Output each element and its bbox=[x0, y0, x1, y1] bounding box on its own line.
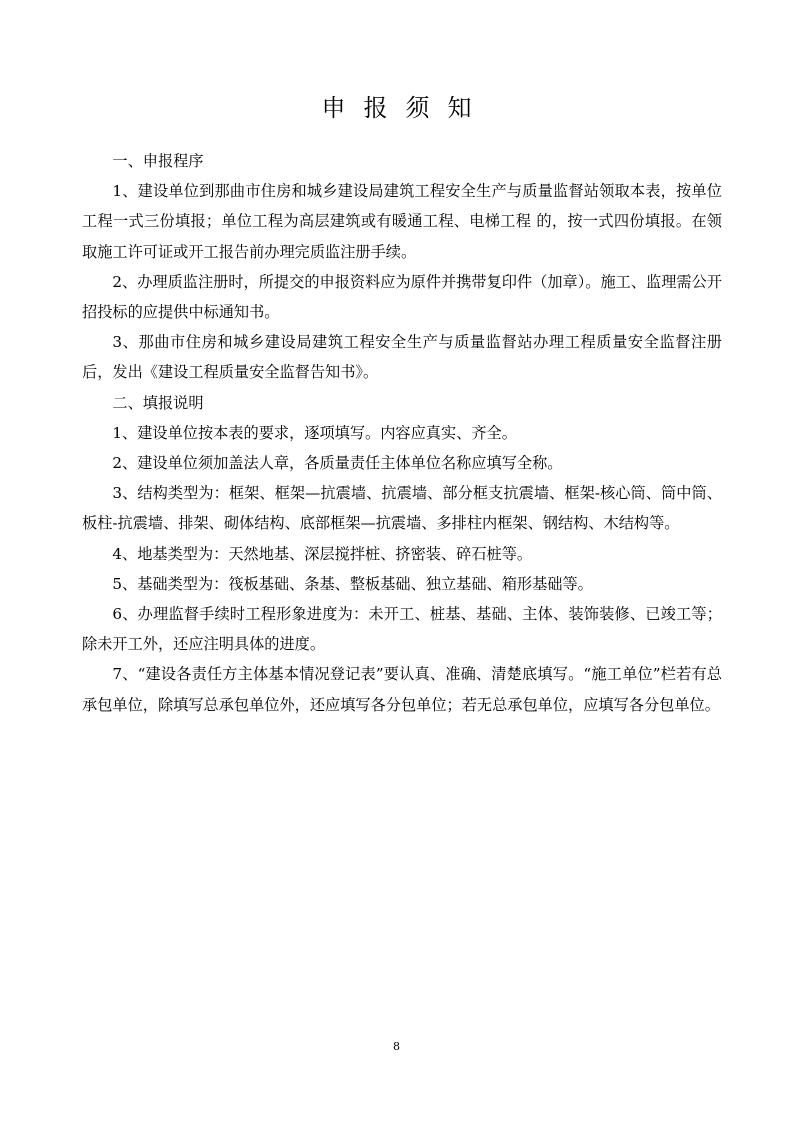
page-number: 8 bbox=[393, 1040, 400, 1053]
procedure-paragraph-1: 1、建设单位到那曲市住房和城乡建设局建筑工程安全生产与质量监督站领取本表，按单位工程一式三份填报；单位工程为高层建筑或有暖通工程、电梯工程 的，按一式四份填报。在领取施工许可证或开工报告前办理完质监注册手续。 bbox=[82, 182, 722, 261]
instructions-paragraph-3: 3、结构类型为：框架、框架—抗震墙、抗震墙、部分框支抗震墙、框架-核心筒、筒中筒、板柱-抗震墙、排架、砌体结构、底部框架—抗震墙、多排柱内框架、钢结构、木结构等。 bbox=[82, 484, 722, 533]
procedure-paragraph-3: 3、那曲市住房和城乡建设局建筑工程安全生产与质量监督站办理工程质量安全监督注册后，发出《建设工程质量安全监督告知书》。 bbox=[82, 333, 722, 382]
procedure-paragraph-2: 2、办理质监注册时，所提交的申报资料应为原件并携带复印件（加章）。施工、监理需公开招投标的应提供中标通知书。 bbox=[82, 272, 722, 322]
instructions-paragraph-7: 7、“建设各责任方主体基本情况登记表”要认真、准确、清楚底填写。“施工单位”栏若有总承包单位，除填写总承包单位外，还应填写各分包单位；若无总承包单位，应填写各分包单位。 bbox=[82, 665, 722, 714]
instructions-paragraph-5: 5、基础类型为：筏板基础、条基、整板基础、独立基础、箱形基础等。 bbox=[112, 574, 593, 593]
instructions-paragraph-1: 1、建设单位按本表的要求，逐项填写。内容应真实、齐全。 bbox=[112, 423, 517, 442]
section-heading-procedure: 一、申报程序 bbox=[112, 152, 204, 170]
section-heading-instructions: 二、填报说明 bbox=[112, 393, 204, 412]
page-title: 申报须知 bbox=[321, 94, 490, 122]
instructions-paragraph-4: 4、地基类型为：天然地基、深层搅拌桩、挤密装、碎石桩等。 bbox=[112, 544, 533, 563]
instructions-paragraph-6: 6、办理监督手续时工程形象进度为：未开工、桩基、基础、主体、装饰装修、已竣工等；除未开工外，还应注明具体的进度。 bbox=[82, 605, 722, 654]
instructions-paragraph-2: 2、建设单位须加盖法人章，各质量责任主体单位名称应填写全称。 bbox=[112, 454, 563, 473]
document-body bbox=[82, 146, 722, 720]
